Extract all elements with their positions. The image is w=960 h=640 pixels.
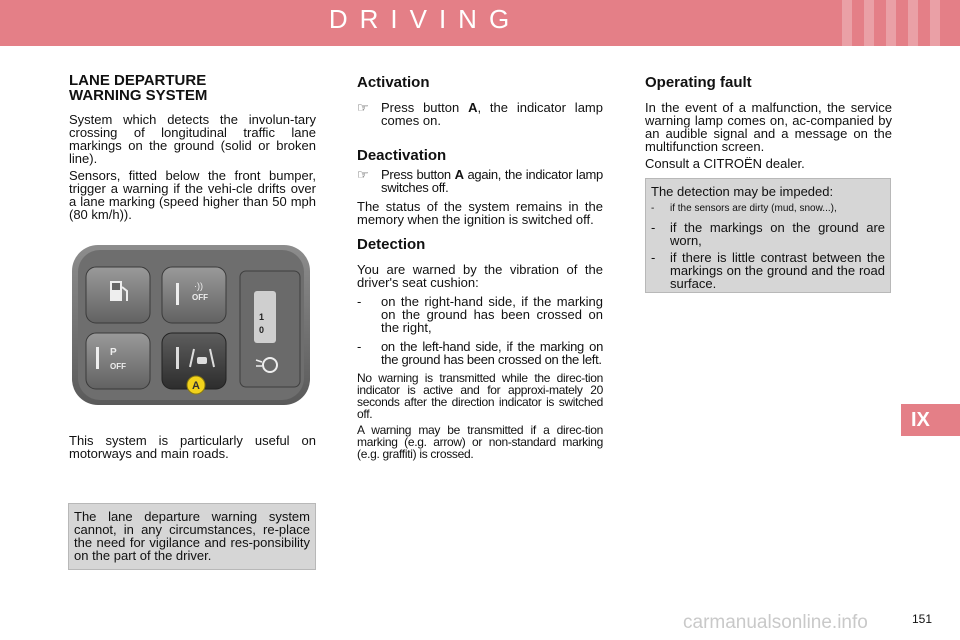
header-stripe (886, 0, 896, 46)
impeded-item: - if the sensors are dirty (mud, snow...), (651, 203, 837, 214)
left-column-lower (69, 434, 316, 464)
impeded-item: - if there is little contrast between the markings on the ground and the road surface. (651, 250, 885, 291)
notice-text: The lane departure warning system cannot, in any circumstances, re-place the need for vigilance and res-ponsibility on the part of the driver. (74, 509, 310, 563)
intro-paragraph: System which detects the involun-tary crossing of longitudinal traffic lane markings on the ground (solid or broken line). (69, 112, 316, 166)
detection-item: - on the left-hand side, if the marking on the ground has been crossed on the left. (357, 339, 603, 367)
header-stripe (842, 0, 852, 46)
header-stripe (908, 0, 918, 46)
impeded-box (645, 178, 891, 293)
pointing-hand-icon: ☞ (357, 167, 369, 182)
section-title: DRIVING (328, 4, 522, 34)
detection-intro: You are warned by the vibration of the driver's seat cushion: (357, 262, 603, 290)
left-column (69, 73, 316, 225)
sensors-paragraph: Sensors, fitted below the front bumper, trigger a warning if the vehi-cle drifts over a lane marking (speed higher than 50 mph (80 km/h)). (69, 168, 316, 222)
deactivation-step: ☞ Press button A again, the indicator lamp switches off. (357, 167, 603, 195)
deactivation-heading: Deactivation (357, 147, 447, 164)
dealer-paragraph: Consult a CITROËN dealer. (645, 156, 805, 171)
off-label-bottom: OFF (110, 362, 126, 371)
pointing-hand-icon: ☞ (357, 100, 369, 115)
no-warning-paragraph: No warning is transmitted while the direc-tion indicator is active and for approxi-mately 20 seconds after the direction indicator is switched off. (357, 371, 603, 421)
middle-column (357, 74, 603, 464)
activation-heading: Activation (357, 74, 430, 91)
warning-paragraph: A warning may be transmitted if a direc-tion marking (e.g. arrow) or non-standard marking (e.g. graffiti) is crossed. (357, 423, 603, 461)
header-stripe (864, 0, 874, 46)
fault-heading: Operating fault (645, 74, 752, 91)
button-a-label: A (192, 380, 200, 392)
impeded-item: - if the markings on the ground are worn, (651, 220, 885, 248)
notice-box (68, 503, 316, 570)
led-bar (176, 283, 179, 305)
right-column (645, 74, 892, 174)
detection-heading: Detection (357, 236, 426, 253)
watermark: carmanualsonline.info (683, 612, 868, 633)
detection-item: - on the right-hand side, if the marking on the ground has been crossed on the right, (357, 294, 603, 335)
header-band (0, 0, 960, 46)
chapter-tab: IX (901, 404, 960, 436)
header-stripe (930, 0, 940, 46)
dial-mark-0: 0 (259, 325, 265, 335)
memory-paragraph: The status of the system remains in the memory when the ignition is switched off. (357, 199, 603, 227)
impeded-title: The detection may be impeded: (651, 184, 834, 199)
control-panel-illustration (72, 245, 312, 405)
dial-mark-1: 1 (259, 312, 265, 322)
svg-text:·)): ·)) (194, 281, 203, 291)
fault-paragraph: In the event of a malfunction, the service warning lamp comes on, ac-companied by an audible signal and a message on the multifunction screen. (645, 100, 892, 154)
page-number: 151 (912, 612, 933, 626)
headlamp-dial (254, 291, 276, 343)
control-panel-figure (72, 245, 312, 405)
off-label-top: OFF (192, 293, 208, 302)
park-p-label: P (110, 347, 117, 358)
system-heading: LANE DEPARTURE WARNING SYSTEM (69, 72, 208, 104)
useful-paragraph: This system is particularly useful on motorways and main roads. (69, 433, 316, 461)
activation-step: ☞ Press button A, the indicator lamp comes on. (357, 100, 603, 128)
park-off-button (86, 333, 150, 389)
